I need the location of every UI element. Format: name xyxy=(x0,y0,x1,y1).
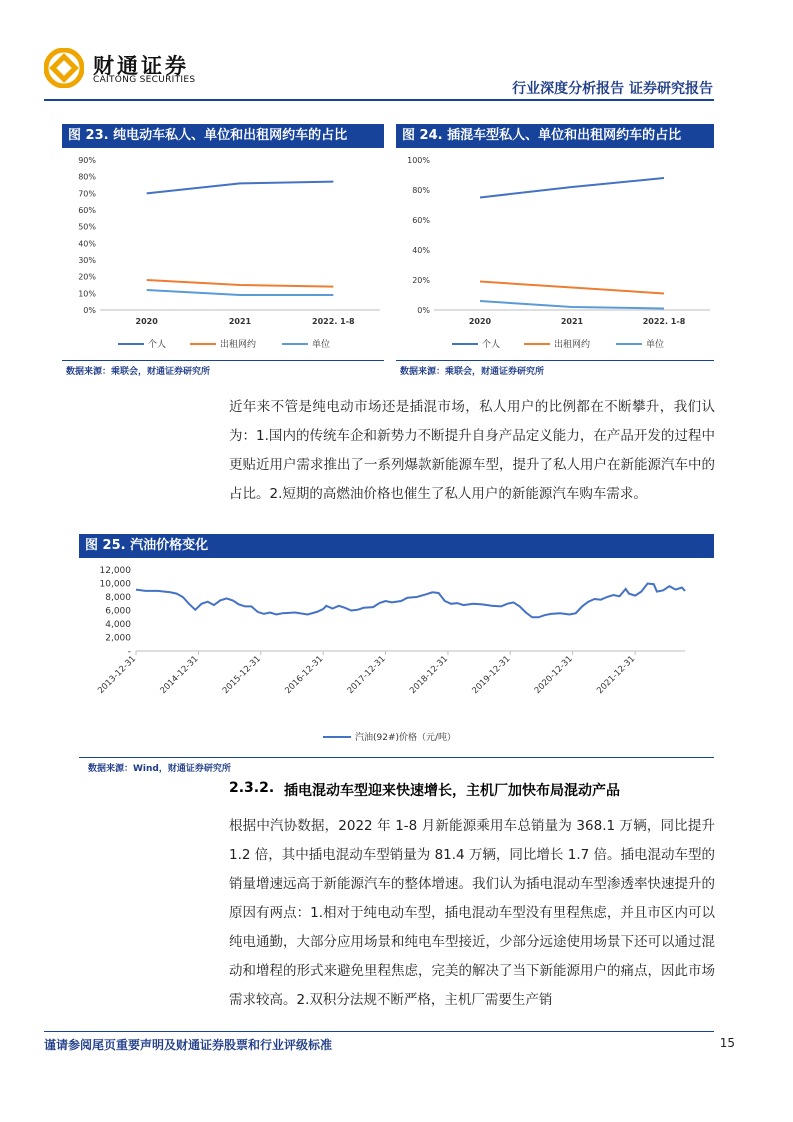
paragraph-private-user-share: 近年来不管是纯电动市场还是插混市场，私人用户的比例都在不断攀升，我们认为：1.国内的传统车企和新势力不断提升自身产品定义能力，在产品开发的过程中更贴近用户需求推出了一系列爆款新能源车型，提升了私人用户在新能源汽车中的占比。2.短期的高燃油价格也催生了私人用户的新能源汽车购车需求。 xyxy=(229,399,715,502)
caitong-logo-icon xyxy=(44,48,84,88)
y-tick-label: 40% xyxy=(78,239,96,249)
y-tick-label: 60% xyxy=(78,206,96,215)
y-tick-label: 0% xyxy=(417,306,430,315)
y-tick-label: 100% xyxy=(407,156,430,165)
x-tick-label: 2021 xyxy=(560,317,584,326)
figure-24-bottom-rule xyxy=(396,360,714,361)
y-tick-label: 90% xyxy=(78,156,96,165)
y-tick-label: 60% xyxy=(412,216,430,225)
legend-label: 单位 xyxy=(646,340,665,350)
series-line-单位 xyxy=(480,301,664,309)
x-tick-label: 2021-12-31 xyxy=(595,654,638,697)
figure-23-bottom-rule xyxy=(62,360,384,361)
x-tick-label: 2016-12-31 xyxy=(283,654,326,697)
footer-disclaimer: 谨请参阅尾页重要声明及财通证券股票和行业评级标准 xyxy=(44,1038,333,1052)
y-tick-label: 10% xyxy=(78,289,96,299)
figure-25-chart xyxy=(79,560,714,756)
series-line-个人 xyxy=(147,182,334,194)
y-tick-label: 70% xyxy=(78,189,96,199)
figure-25-title: 图 25. 汽油价格变化 xyxy=(79,534,714,558)
page-number: 15 xyxy=(719,1036,735,1050)
series-line-出租网约 xyxy=(480,282,664,294)
legend-label: 单位 xyxy=(312,340,331,350)
report-type-title: 行业深度分析报告 证券研究报告 xyxy=(512,81,713,97)
figure-23-chart xyxy=(62,150,384,358)
series-line-单位 xyxy=(147,290,334,295)
x-tick-label: 2013-12-31 xyxy=(96,654,139,697)
header-divider xyxy=(44,99,714,101)
x-tick-label: 2015-12-31 xyxy=(220,654,263,697)
x-tick-label: 2019-12-31 xyxy=(470,654,513,697)
y-tick-label: 4,000 xyxy=(105,620,131,630)
company-logo xyxy=(44,48,84,88)
legend-label: 个人 xyxy=(148,340,167,350)
figure-24-chart xyxy=(396,150,714,358)
y-tick-label: 50% xyxy=(78,222,96,232)
figure-23-title: 图 23. 纯电动车私人、单位和出租网约车的占比 xyxy=(62,124,384,148)
footer-divider xyxy=(44,1031,714,1032)
section-number: 2.3.2. xyxy=(229,780,275,796)
y-tick-label: 30% xyxy=(78,256,96,265)
y-tick-label: 12,000 xyxy=(99,566,131,576)
x-tick-label: 2020-12-31 xyxy=(532,654,575,697)
figure-24-title: 图 24. 插混车型私人、单位和出租网约车的占比 xyxy=(396,124,714,148)
figure-25-bottom-rule xyxy=(79,757,714,758)
series-line-个人 xyxy=(480,178,664,198)
y-tick-label: 20% xyxy=(412,276,430,285)
x-tick-label: 2017-12-31 xyxy=(345,654,388,697)
y-tick-label: 40% xyxy=(412,246,430,255)
y-tick-label: 80% xyxy=(412,186,430,195)
x-tick-label: 2020 xyxy=(468,317,492,326)
legend-label: 出租网约 xyxy=(220,340,257,350)
y-tick-label: 80% xyxy=(78,172,96,182)
logo-english-name: CAITONG SECURITIES xyxy=(93,75,196,85)
x-tick-label: 2014-12-31 xyxy=(158,654,201,697)
y-tick-label: 10,000 xyxy=(99,579,131,590)
x-tick-label: 2021 xyxy=(228,317,252,326)
y-tick-label: 6,000 xyxy=(105,606,131,617)
y-tick-label: 20% xyxy=(78,272,96,282)
figure-24-source: 数据来源：乘联会，财通证券研究所 xyxy=(400,367,545,377)
y-tick-label: 2,000 xyxy=(105,633,131,644)
legend-label: 个人 xyxy=(482,340,501,350)
legend-label: 出租网约 xyxy=(554,340,591,350)
y-tick-label: 0% xyxy=(83,306,96,315)
y-tick-label: - xyxy=(127,647,131,657)
logo-chinese-name: 财通证券 xyxy=(93,54,189,78)
series-line-gasoline xyxy=(136,584,685,618)
x-tick-label: 2022. 1-8 xyxy=(312,317,355,326)
figure-25-source: 数据来源：Wind，财通证券研究所 xyxy=(88,764,231,774)
legend-label: 汽油(92#)价格（元/吨） xyxy=(355,733,457,743)
paragraph-phev-growth: 根据中汽协数据，2022 年 1-8 月新能源乘用车总销量为 368.1 万辆，同比提升 1.2 倍，其中插电混动车型销量为 81.4 万辆，同比增长 1.7 倍。插电混动车型的销量增速远高于新能源汽车的整体增速。我们认为插电混动车型渗透率快速提升的原因有两点：1.相对于纯电动车型，插电混动车型没有里程焦虑，并且市区内可以纯电通勤，大部分应用场景和纯电车型接近，少部分远途使用场景下还可以通过混动和增程的形式来避免里程焦虑，完美的解决了当下新能源用户的痛点，因此市场需求较高。2.双积分法规不断严格，主机厂需要生产销 xyxy=(229,818,715,1008)
y-tick-label: 8,000 xyxy=(105,593,131,603)
section-title: 插电混动车型迎来快速增长，主机厂加快布局混动产品 xyxy=(284,783,620,799)
x-tick-label: 2018-12-31 xyxy=(408,654,451,697)
figure-23-source: 数据来源：乘联会，财通证券研究所 xyxy=(66,367,211,377)
x-tick-label: 2020 xyxy=(135,317,158,326)
x-tick-label: 2022. 1-8 xyxy=(642,317,686,326)
series-line-出租网约 xyxy=(147,280,334,287)
